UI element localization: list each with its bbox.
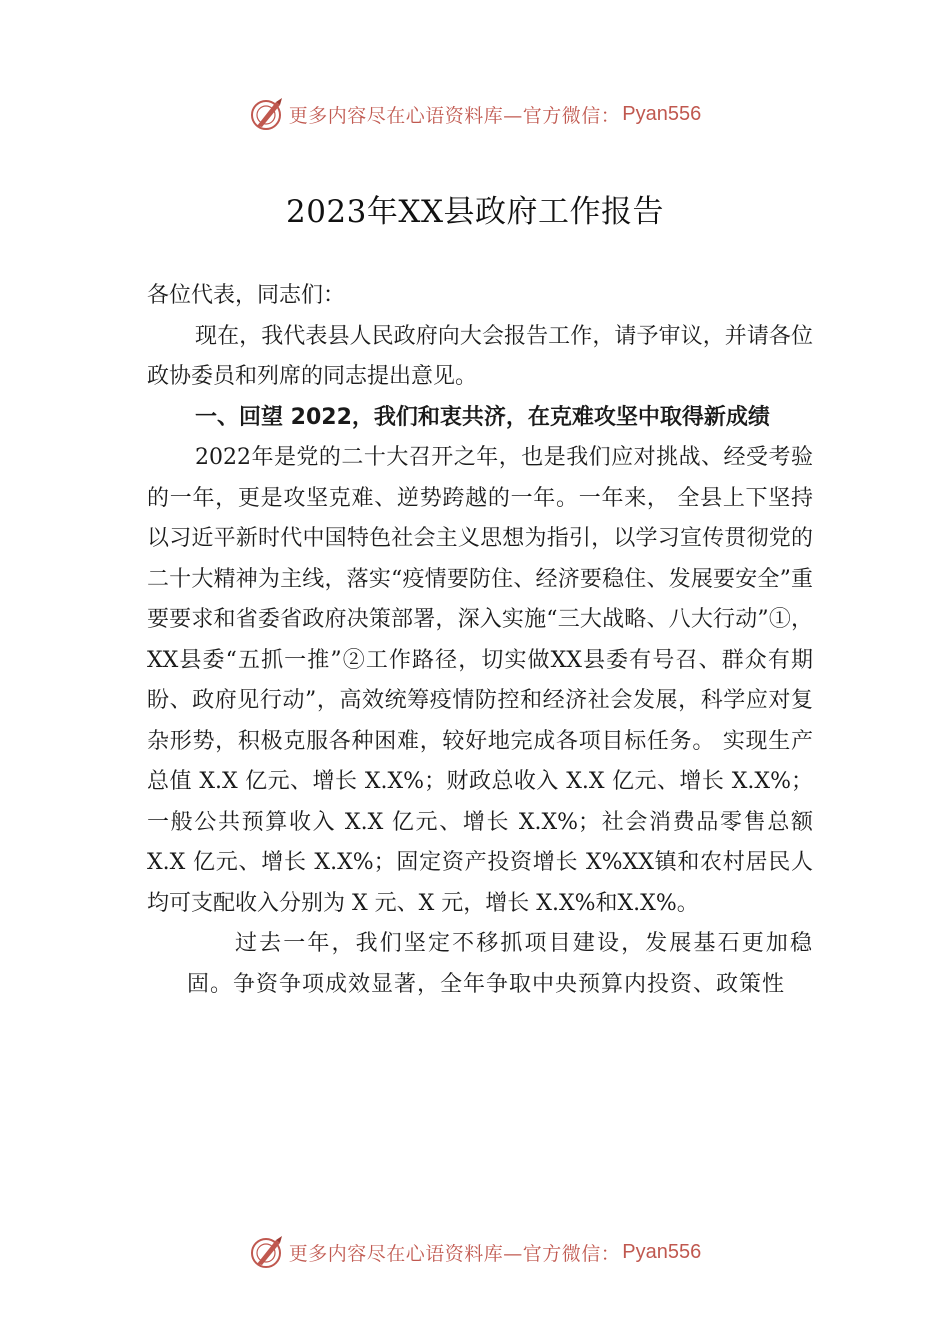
section-heading: 一、回望 2022，我们和衷共济，在克难攻坚中取得新成绩 — [195, 404, 770, 430]
footer-watermark — [0, 1232, 950, 1272]
watermark-text: 更多内容尽在心语资料库—官方微信： — [288, 1242, 621, 1265]
wechat-id: Pyan556 — [622, 102, 702, 125]
body-paragraph-1: 2022年是党的二十大召开之年，也是我们应对挑战、经受考验的一年，更是攻坚克难、逆势跨越的一年。一年来， 全县上下坚持以习近平新时代中国特色社会主义思想为指引，以学习宣传贯彻党的二十大精神为主线，落实“疫情要防住、经济要稳住、发展要安全”重要要求和省委省政府决策部署，深入实施“三大战略、八大行动”①，XX县委“五抓一推”②工作路径，切实做XX县委有号召、群众有期盼、政府见行动”，高效统筹疫情防控和经济社会发展，科学应对复杂形势，积极克服各种困难，较好地完成各项目标任务。 实现生产总值 X.X 亿元、增长 X.X%；财政总收入 X.X 亿元、增长 X.X%；一般公共预算收入 X.X 亿元、增长 X.X%；社会消费品零售总额 X.X 亿元、增长 X.X%；固定资产投资增长 X%XX镇和农村居民人均可支配收入分别为 X 元、X 元，增长 X.X%和X.X%。 — [147, 445, 813, 916]
intro-paragraph: 现在，我代表县人民政府向大会报告工作，请予审议，并请各位政协委员和列席的同志提出意见。 — [147, 323, 813, 389]
header-watermark — [0, 94, 950, 134]
quill-pen-seal-icon — [249, 96, 285, 132]
quill-pen-seal-icon — [249, 1234, 285, 1270]
watermark-text: 更多内容尽在心语资料库—官方微信： — [288, 104, 621, 127]
document-title: 2023年XX县政府工作报告 — [285, 194, 665, 230]
salutation: 各位代表，同志们： — [147, 283, 346, 308]
wechat-id: Pyan556 — [622, 1240, 702, 1263]
document-body — [147, 276, 813, 1005]
body-paragraph-2: 过去一年，我们坚定不移抓项目建设，发展基石更加稳固。争资争项成效显著，全年争取中央预算内投资、政策性 — [187, 931, 813, 997]
